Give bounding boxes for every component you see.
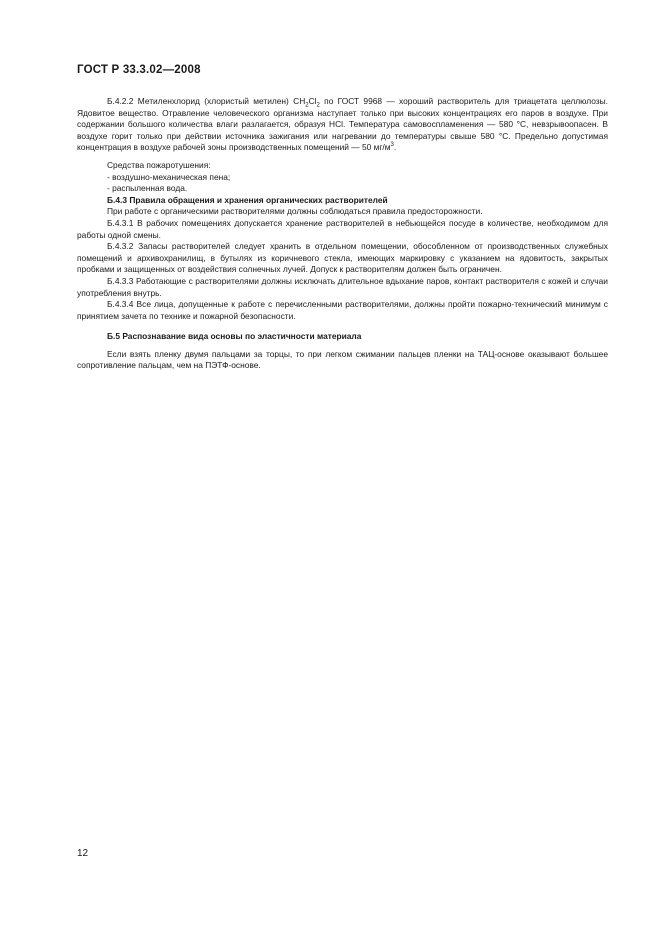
extinguish-item: - распыленная вода. [107, 183, 188, 194]
section-heading-b5: Б.5 Распознавание вида основы по эластичности материала [107, 331, 362, 342]
extinguish-item: - воздушно-механическая пена; [107, 171, 231, 182]
b422-subscript-1: 2 [305, 102, 309, 109]
page-number: 12 [77, 848, 89, 859]
b422-text-1: Б.4.2.2 Метиленхлорид (хлористый метилен) CH [107, 96, 306, 106]
paragraph-b431: Б.4.3.1 В рабочих помещениях допускается хранение растворителей в небьющейся посуде в количестве, необходимом для работы одной смены. [77, 217, 608, 240]
b422-text-3: по ГОСТ 9968 — хороший растворитель для триацетата целлюлозы. Ядовитое вещество. Отравление человеческого организма наступает только при высоких концентрациях его паров в воздухе. При содержании большого количества влаги разлагается, образуя HCl. Температура самовоспламенения — 580 °C, невзрывоопасен. В воздухе горит только при действии источника зажигания или нагревании до температуры свыше 580 °C. Предельно допустимая концентрация в воздухе рабочей зоны производственных помещений — 50 мг/м [77, 96, 608, 153]
paragraph-b433: Б.4.3.3 Работающие с растворителями должны исключать длительное вдыхание паров, контакт растворителя с кожей и случаи употребления внутрь. [77, 275, 608, 298]
extinguish-title: Средства пожаротушения: [107, 159, 211, 170]
paragraph-b434: Б.4.3.4 Все лица, допущенные к работе с перечисленными растворителями, должны пройти пожарно-технический минимум с принятием зачета по технике и пожарной безопасности. [77, 299, 608, 321]
b422-superscript: 3 [390, 142, 394, 149]
paragraph-b5: Если взять пленку двумя пальцами за торцы, то при легком сжимании пальцев пленки на ТАЦ-основе оказывают большее сопротивление пальцам, чем на ПЭТФ-основе. [77, 348, 608, 371]
document-header: ГОСТ Р 33.3.02—2008 [77, 64, 201, 76]
b422-subscript-2: 2 [316, 102, 320, 109]
document-body [77, 96, 608, 372]
b422-text-2: Cl [308, 96, 317, 106]
paragraph-b432: Б.4.3.2 Запасы растворителей следует хранить в отдельном помещении, обособленном от производственных служебных помещений и архивохранилищ, в бутылях из коричневого стекла, имеющих маркировку с указанием на ядовитость, закрытых пробками и защищенных от воздействия солнечных лучей. Допуск к растворителям должен быть ограничен. [77, 241, 608, 275]
paragraph-b43-intro: При работе с органическими растворителями должны соблюдаться правила предосторожности. [107, 206, 483, 217]
paragraph-b422 [77, 96, 608, 154]
section-heading-b43: Б.4.3 Правила обращения и хранения органических растворителей [107, 194, 388, 205]
b422-text-4: . [393, 142, 397, 153]
